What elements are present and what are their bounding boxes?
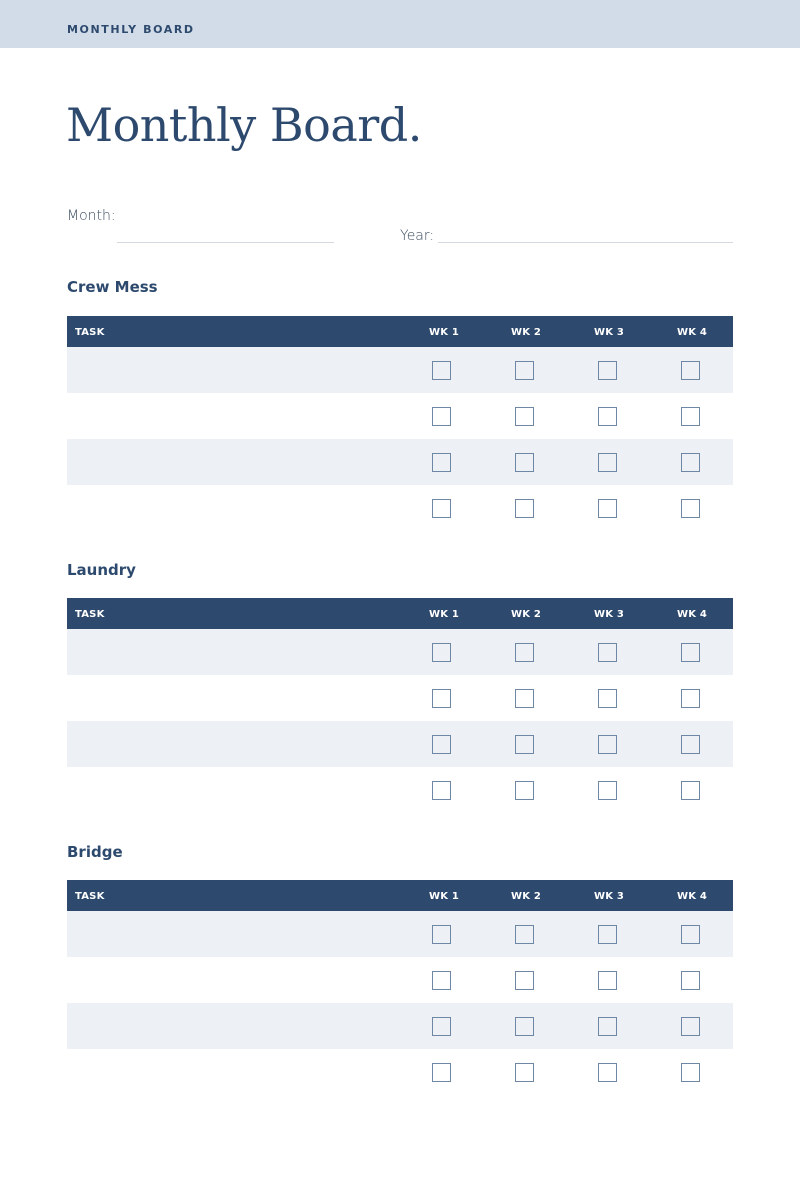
- checkbox-wk4[interactable]: [681, 643, 700, 662]
- page-title: Monthly Board.: [66, 98, 422, 152]
- checkbox-wk1[interactable]: [432, 1017, 451, 1036]
- table-row: [67, 957, 733, 1003]
- year-field[interactable]: [438, 242, 733, 243]
- table-header: [67, 316, 733, 347]
- checkbox-wk3[interactable]: [598, 361, 617, 380]
- checkbox-wk3[interactable]: [598, 1063, 617, 1082]
- col-task: TASK: [75, 891, 105, 902]
- task-cell[interactable]: [67, 485, 407, 531]
- checkbox-wk2[interactable]: [515, 643, 534, 662]
- checkbox-wk1[interactable]: [432, 361, 451, 380]
- col-wk4: WK 4: [677, 891, 708, 902]
- checkbox-wk2[interactable]: [515, 499, 534, 518]
- checkbox-wk1[interactable]: [432, 407, 451, 426]
- checkbox-wk4[interactable]: [681, 407, 700, 426]
- table-row: [67, 485, 733, 531]
- year-label: Year:: [400, 228, 435, 244]
- table-row: [67, 675, 733, 721]
- table-rows: [67, 347, 733, 531]
- col-task: TASK: [75, 327, 105, 338]
- checkbox-wk2[interactable]: [515, 971, 534, 990]
- table-header: [67, 598, 733, 629]
- checkbox-wk3[interactable]: [598, 453, 617, 472]
- checkbox-wk4[interactable]: [681, 781, 700, 800]
- section-title-bridge: Bridge: [67, 843, 123, 861]
- task-cell[interactable]: [67, 393, 407, 439]
- checkbox-wk4[interactable]: [681, 971, 700, 990]
- checkbox-wk4[interactable]: [681, 735, 700, 754]
- task-cell[interactable]: [67, 675, 407, 721]
- col-wk4: WK 4: [677, 609, 708, 620]
- checkbox-wk4[interactable]: [681, 499, 700, 518]
- checkbox-wk3[interactable]: [598, 643, 617, 662]
- checkbox-wk3[interactable]: [598, 499, 617, 518]
- month-label: Month:: [67, 208, 116, 224]
- task-cell[interactable]: [67, 911, 407, 957]
- task-cell[interactable]: [67, 721, 407, 767]
- col-wk1: WK 1: [429, 891, 460, 902]
- table-header: [67, 880, 733, 911]
- checkbox-wk3[interactable]: [598, 1017, 617, 1036]
- task-cell[interactable]: [67, 1049, 407, 1095]
- table-rows: [67, 629, 733, 813]
- task-cell[interactable]: [67, 629, 407, 675]
- col-wk4: WK 4: [677, 327, 708, 338]
- task-cell[interactable]: [67, 957, 407, 1003]
- table-row: [67, 1003, 733, 1049]
- checkbox-wk2[interactable]: [515, 361, 534, 380]
- checkbox-wk4[interactable]: [681, 361, 700, 380]
- checkbox-wk1[interactable]: [432, 781, 451, 800]
- checkbox-wk2[interactable]: [515, 781, 534, 800]
- header-label: MONTHLY BOARD: [67, 23, 195, 36]
- table-row: [67, 1049, 733, 1095]
- checkbox-wk1[interactable]: [432, 925, 451, 944]
- task-table-crew-mess: [67, 316, 733, 531]
- task-cell[interactable]: [67, 767, 407, 813]
- checkbox-wk2[interactable]: [515, 689, 534, 708]
- checkbox-wk4[interactable]: [681, 1017, 700, 1036]
- col-wk2: WK 2: [511, 327, 542, 338]
- col-wk1: WK 1: [429, 609, 460, 620]
- checkbox-wk2[interactable]: [515, 735, 534, 754]
- checkbox-wk4[interactable]: [681, 453, 700, 472]
- col-task: TASK: [75, 609, 105, 620]
- checkbox-wk3[interactable]: [598, 925, 617, 944]
- month-field[interactable]: [117, 242, 334, 243]
- checkbox-wk3[interactable]: [598, 407, 617, 426]
- col-wk3: WK 3: [594, 609, 625, 620]
- task-cell[interactable]: [67, 347, 407, 393]
- table-rows: [67, 911, 733, 1095]
- header-band: [0, 0, 800, 48]
- table-row: [67, 439, 733, 485]
- checkbox-wk4[interactable]: [681, 1063, 700, 1082]
- table-row: [67, 721, 733, 767]
- table-row: [67, 629, 733, 675]
- col-wk2: WK 2: [511, 891, 542, 902]
- col-wk2: WK 2: [511, 609, 542, 620]
- task-cell[interactable]: [67, 439, 407, 485]
- checkbox-wk3[interactable]: [598, 971, 617, 990]
- task-cell[interactable]: [67, 1003, 407, 1049]
- checkbox-wk1[interactable]: [432, 453, 451, 472]
- table-row: [67, 347, 733, 393]
- checkbox-wk4[interactable]: [681, 689, 700, 708]
- checkbox-wk3[interactable]: [598, 689, 617, 708]
- checkbox-wk2[interactable]: [515, 1063, 534, 1082]
- checkbox-wk1[interactable]: [432, 689, 451, 708]
- checkbox-wk1[interactable]: [432, 499, 451, 518]
- checkbox-wk2[interactable]: [515, 1017, 534, 1036]
- section-title-laundry: Laundry: [67, 561, 136, 579]
- checkbox-wk1[interactable]: [432, 735, 451, 754]
- col-wk3: WK 3: [594, 891, 625, 902]
- checkbox-wk1[interactable]: [432, 1063, 451, 1082]
- task-table-laundry: [67, 598, 733, 813]
- checkbox-wk1[interactable]: [432, 643, 451, 662]
- checkbox-wk1[interactable]: [432, 971, 451, 990]
- checkbox-wk3[interactable]: [598, 781, 617, 800]
- checkbox-wk2[interactable]: [515, 453, 534, 472]
- checkbox-wk4[interactable]: [681, 925, 700, 944]
- checkbox-wk3[interactable]: [598, 735, 617, 754]
- col-wk3: WK 3: [594, 327, 625, 338]
- checkbox-wk2[interactable]: [515, 925, 534, 944]
- col-wk1: WK 1: [429, 327, 460, 338]
- task-table-bridge: [67, 880, 733, 1095]
- table-row: [67, 393, 733, 439]
- checkbox-wk2[interactable]: [515, 407, 534, 426]
- table-row: [67, 767, 733, 813]
- section-title-crew-mess: Crew Mess: [67, 278, 158, 296]
- table-row: [67, 911, 733, 957]
